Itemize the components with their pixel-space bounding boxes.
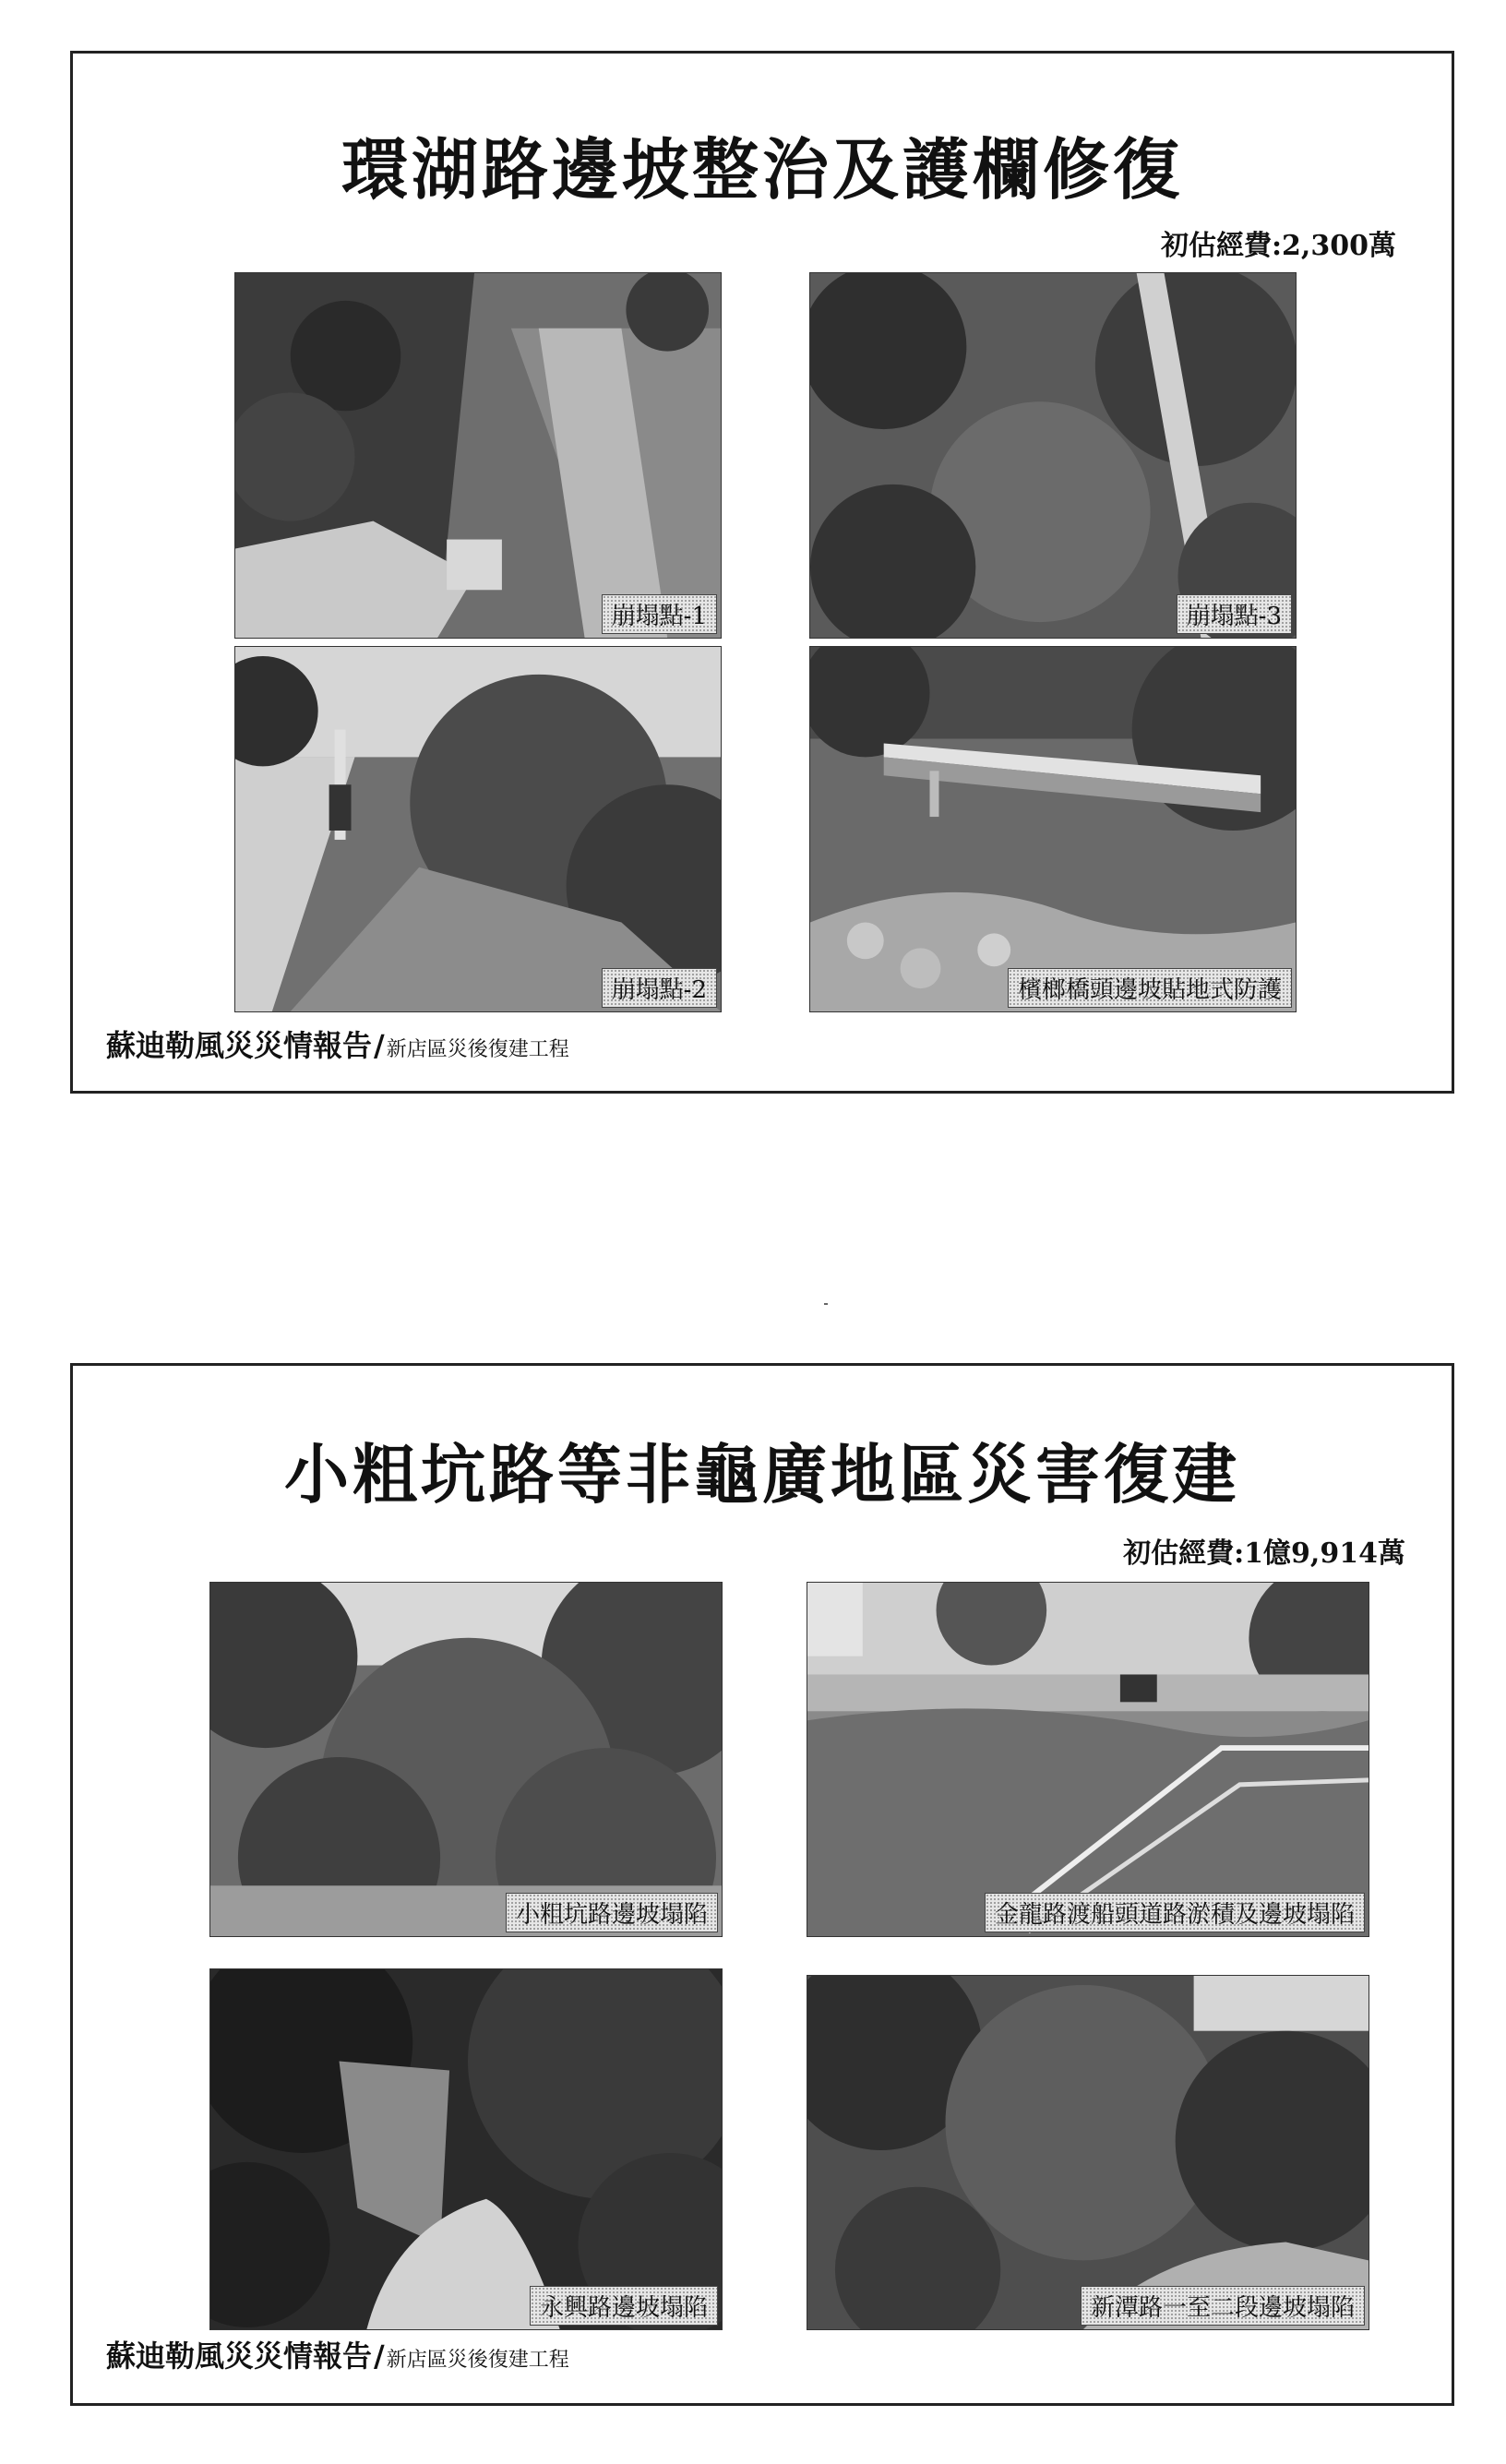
collapsed-slope-road-photo xyxy=(807,1975,1369,2330)
slide-2-title: 小粗坑路等非龜廣地區災害復建 xyxy=(284,1436,1240,1513)
photo-caption: 金龍路渡船頭道路淤積及邊坡塌陷 xyxy=(985,1893,1365,1932)
footer-separator: / xyxy=(374,2338,385,2374)
slide-1 xyxy=(70,51,1454,1094)
riverbank-excavator-photo xyxy=(807,1582,1369,1937)
scan-speck xyxy=(824,1303,828,1305)
footer-subtitle: 新店區災後復建工程 xyxy=(386,2349,569,2372)
forest-road-photo xyxy=(209,1968,723,2330)
photo-caption: 新潭路一至二段邊坡塌陷 xyxy=(1081,2286,1365,2326)
slide-2 xyxy=(70,1363,1454,2406)
slide-2-footer xyxy=(106,2333,569,2375)
bridge-photo xyxy=(809,646,1297,1012)
vegetation-slope-photo xyxy=(209,1582,723,1937)
photo-caption: 崩塌點-2 xyxy=(602,968,717,1008)
photo-caption: 永興路邊坡塌陷 xyxy=(530,2286,718,2326)
photo-caption: 檳榔橋頭邊坡貼地式防護 xyxy=(1008,968,1292,1008)
slide-2-budget: 初估經費:1億9,914萬 xyxy=(1123,1537,1405,1570)
roadside-slope-photo xyxy=(234,646,722,1012)
landslide-road-photo xyxy=(234,272,722,639)
photo-caption: 崩塌點-3 xyxy=(1177,594,1292,634)
footer-report-title: 蘇迪勒風災災情報告 xyxy=(106,1028,373,1063)
slide-1-budget: 初估經費:2,300萬 xyxy=(1160,230,1396,262)
photo-caption: 小粗坑路邊坡塌陷 xyxy=(506,1893,718,1932)
slide-1-footer xyxy=(106,1023,569,1065)
footer-subtitle: 新店區災後復建工程 xyxy=(386,1038,569,1061)
slope-utility-pole-photo xyxy=(809,272,1297,639)
slide-1-title: 環湖路邊坡整治及護欄修復 xyxy=(341,130,1183,209)
footer-report-title: 蘇迪勒風災災情報告 xyxy=(106,2338,373,2374)
footer-separator: / xyxy=(374,1028,385,1063)
photo-caption: 崩塌點-1 xyxy=(602,594,717,634)
